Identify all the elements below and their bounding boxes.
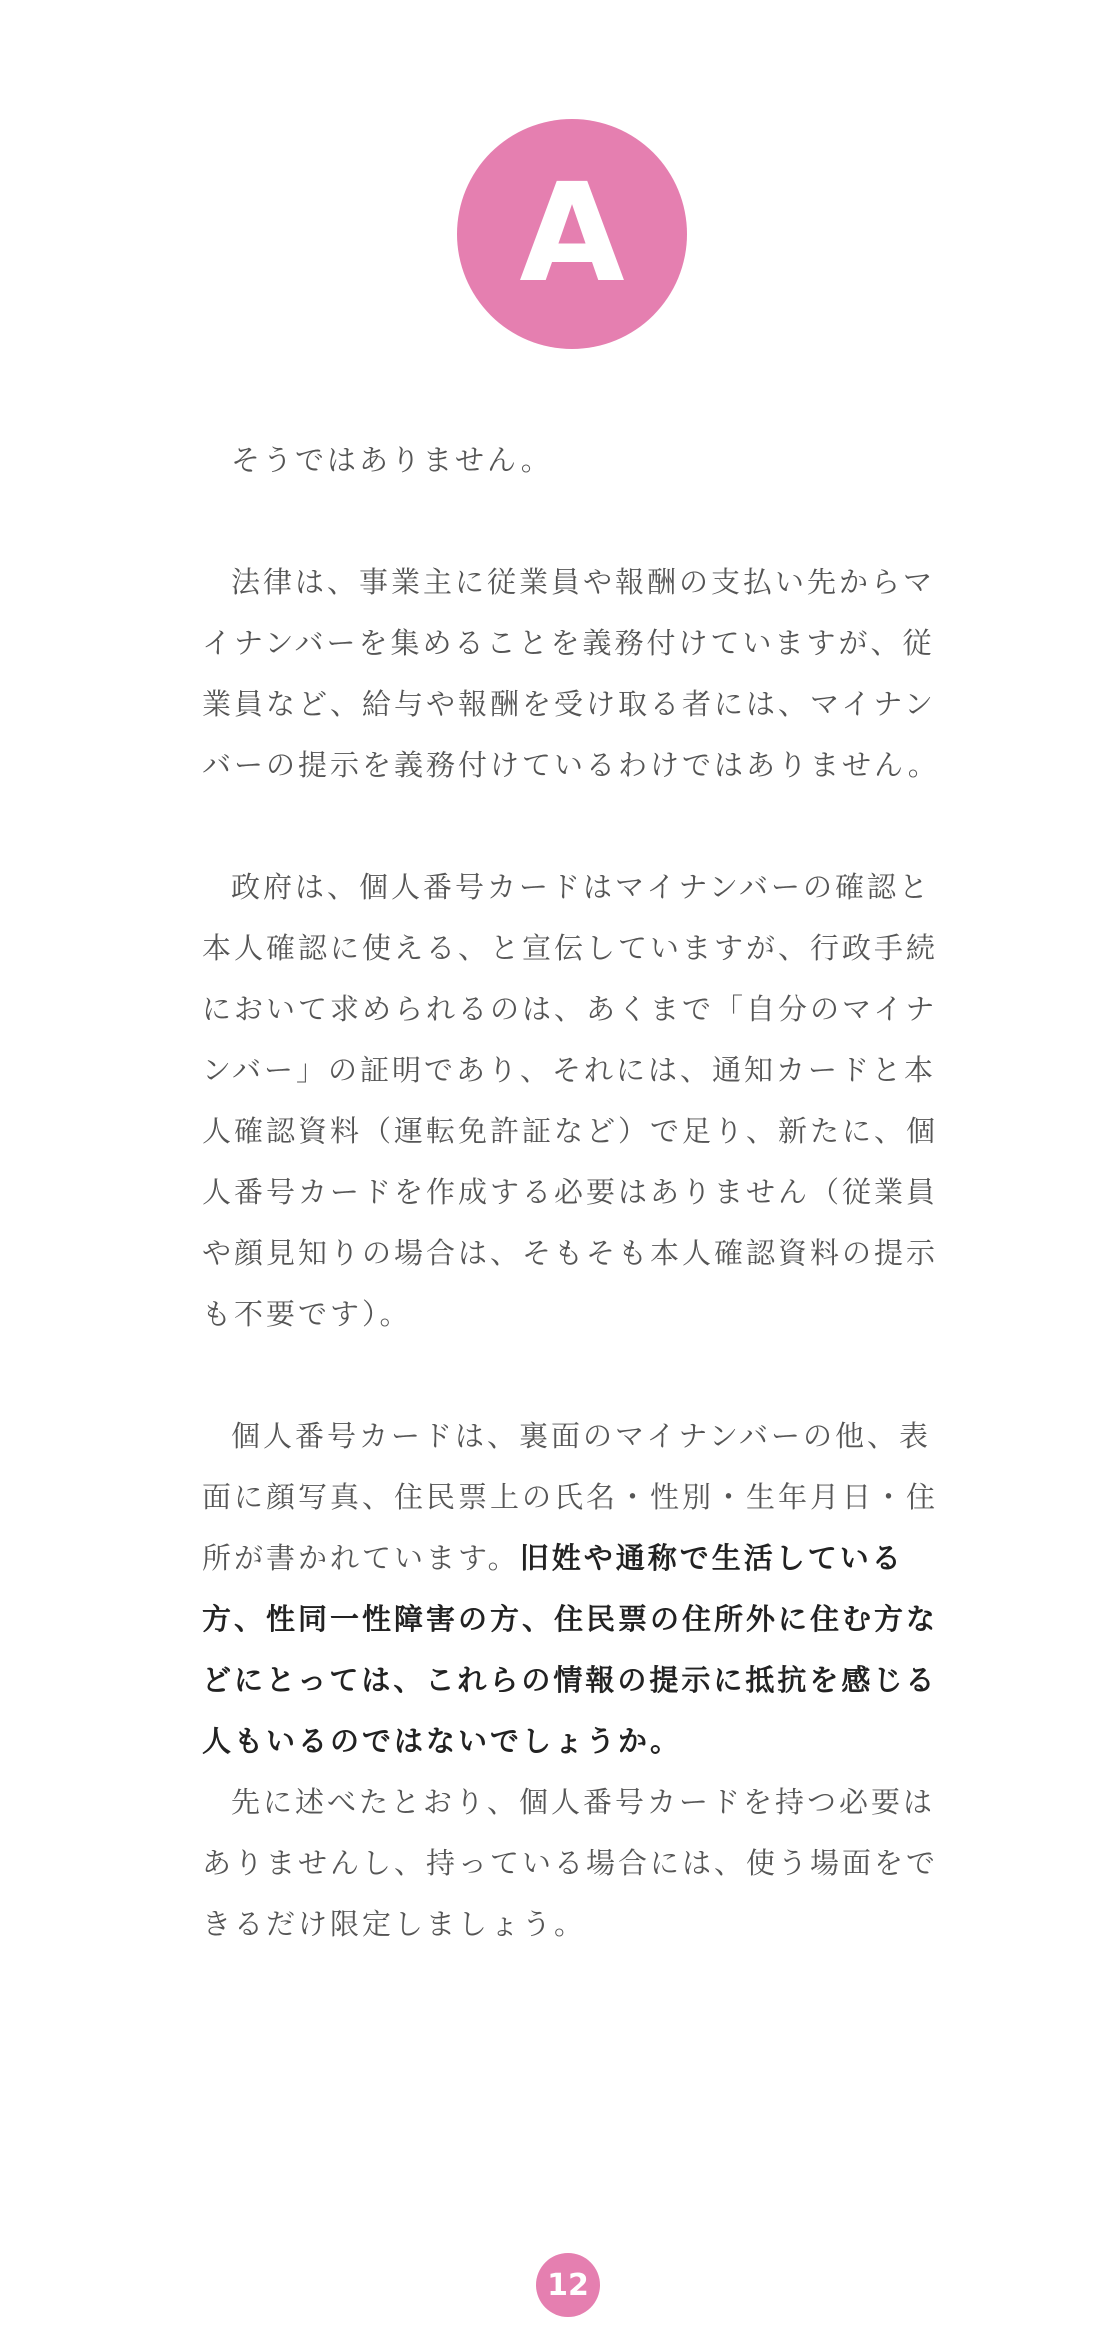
answer-body xyxy=(202,430,962,1955)
page-number-badge xyxy=(536,2253,600,2317)
paragraph-gap xyxy=(202,491,962,552)
paragraph-4 xyxy=(202,1406,962,1772)
paragraph-4-text: 個人番号カードは、裏面のマイナンバーの他、表面に顔写真、住民票上の氏名・性別・生年月日・住所が書かれています。 xyxy=(202,1419,939,1575)
answer-letter: A xyxy=(519,155,625,313)
answer-badge xyxy=(457,119,687,349)
paragraph-3: 政府は、個人番号カードはマイナンバーの確認と本人確認に使える、と宣伝していますが、行政手続において求められるのは、あくまで「自分のマイナンバー」の証明であり、それには、通知カードと本人確認資料（運転免許証など）で足り、新たに、個人番号カードを作成する必要はありません（従業員や顔見知りの場合は、そもそも本人確認資料の提示も不要です）。 xyxy=(202,870,939,1331)
paragraph-2: 法律は、事業主に従業員や報酬の支払い先からマイナンバーを集めることを義務付けていますが、従業員など、給与や報酬を受け取る者には、マイナンバーの提示を義務付けているわけではありません。 xyxy=(202,565,940,782)
paragraph-gap xyxy=(202,796,962,857)
paragraph-4-emphasis: 旧姓や通称で生活している方、性同一性障害の方、住民票の住所外に住む方などにとっては、これらの情報の提示に抵抗を感じる人もいるのではないでしょうか。 xyxy=(202,1541,939,1758)
paragraph-5: 先に述べたとおり、個人番号カードを持つ必要はありませんし、持っている場合には、使う場面をできるだけ限定しましょう。 xyxy=(202,1785,939,1941)
paragraph-1: そうではありません。 xyxy=(231,443,553,477)
page-number: 12 xyxy=(547,2267,589,2303)
paragraph-gap xyxy=(202,1345,962,1406)
